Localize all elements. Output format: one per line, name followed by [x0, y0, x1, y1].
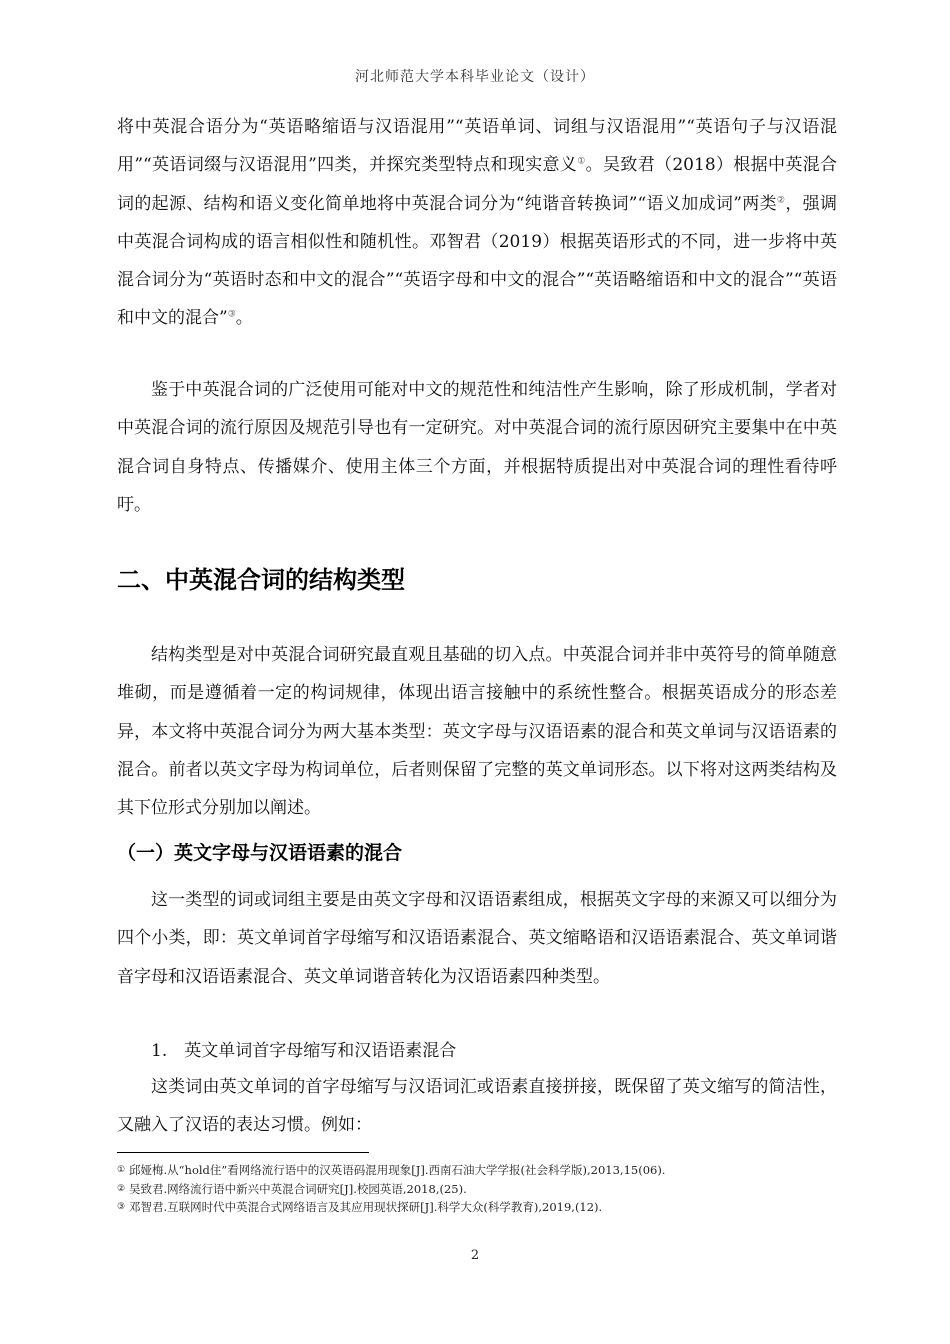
footnote-item — [117, 1161, 837, 1180]
footnote-mark: ② — [117, 1183, 126, 1194]
footnote-ref-3[interactable]: ③ — [227, 309, 236, 320]
footnote-item — [117, 1180, 837, 1199]
page-header: 河北师范大学本科毕业论文（设计） — [355, 69, 595, 85]
subsection-paragraph-1: 这一类型的词或词组主要是由英文字母和汉语语素组成，根据英文字母的来源又可以细分为四个小类，即：英文单词首字母缩写和汉语语素混合、英文缩略语和汉语语素混合、英文单词谐音字母和汉语语素混合、英文单词谐音转化为汉语语素四种类型。 — [117, 890, 837, 987]
numbered-item-heading: 1. 英文单词首字母缩写和汉语语素混合 — [151, 1041, 457, 1061]
text-run: 将中英混合语分为“英语略缩语与汉语混用”“英语单词、词组与汉语混用”“英语句子与汉语混用”“英语词缀与汉语混用”四类，并探究类型特点和现实意义 — [117, 117, 837, 176]
text-run: ，强调中英混合词构成的语言相似性和随机性。邓智君（2019）根据英语形式的不同，进一步将中英混合词分为“英语时态和中文的混合”“英语字母和中文的混合”“英语略缩语和中文的混合”“英语和中文的混合” — [117, 193, 838, 329]
text-run: 。 — [235, 308, 253, 329]
footnote-item — [117, 1198, 837, 1217]
page-number: 2 — [470, 1248, 480, 1263]
subsection-heading: （一）英文字母与汉语语素的混合 — [117, 842, 403, 864]
footnote-text: 吴致君.网络流行语中新兴中英混合词研究[J].校园英语,2018,(25). — [129, 1181, 467, 1196]
footnote-ref-1[interactable]: ① — [577, 156, 586, 167]
intro-paragraph-2: 鉴于中英混合词的广泛使用可能对中文的规范性和纯洁性产生影响，除了形成机制，学者对中英混合词的流行原因及规范引导也有一定研究。对中英混合词的流行原因研究主要集中在中英混合词自身特点、传播媒介、使用主体三个方面，并根据特质提出对中英混合词的理性看待呼吁。 — [117, 380, 837, 515]
footnote-mark: ① — [117, 1165, 126, 1175]
footnotes — [117, 1161, 837, 1217]
footnote-divider — [117, 1152, 369, 1153]
section-heading: 二、中英混合词的结构类型 — [117, 566, 405, 594]
footnote-text: 邓智君.互联网时代中英混合式网络语言及其应用现状探研[J].科学大众(科学教育),2019,(12). — [129, 1200, 603, 1214]
footnote-text: 邱娅梅.从“hold住”看网络流行语中的汉英语码混用现象[J].西南石油大学学报(社会科学版),2013,15(06). — [129, 1163, 666, 1177]
footnote-mark: ③ — [117, 1202, 126, 1212]
intro-paragraph-1 — [117, 108, 837, 338]
section-paragraph-1: 结构类型是对中英混合词研究最直观且基础的切入点。中英混合词并非中英符号的简单随意堆砌，而是遵循着一定的构词规律，体现出语言接触中的系统性整合。根据英语成分的形态差异，本文将中英混合词分为两大基本类型：英文字母与汉语语素的混合和英文单词与汉语语素的混合。前者以英文字母为构词单位，后者则保留了完整的英文单词形态。以下将对这两类结构及其下位形式分别加以阐述。 — [117, 645, 837, 819]
footnote-ref-2[interactable]: ② — [776, 194, 786, 205]
text-run: 。吴致君（2018）根据中英混合词的起源、结构和语义变化简单地将中英混合词分为“纯谐音转换词”“语义加成词”两类 — [117, 155, 838, 214]
subsection-paragraph-2: 这类词由英文单词的首字母缩写与汉语词汇或语素直接拼接，既保留了英文缩写的简洁性，又融入了汉语的表达习惯。例如： — [117, 1077, 837, 1136]
